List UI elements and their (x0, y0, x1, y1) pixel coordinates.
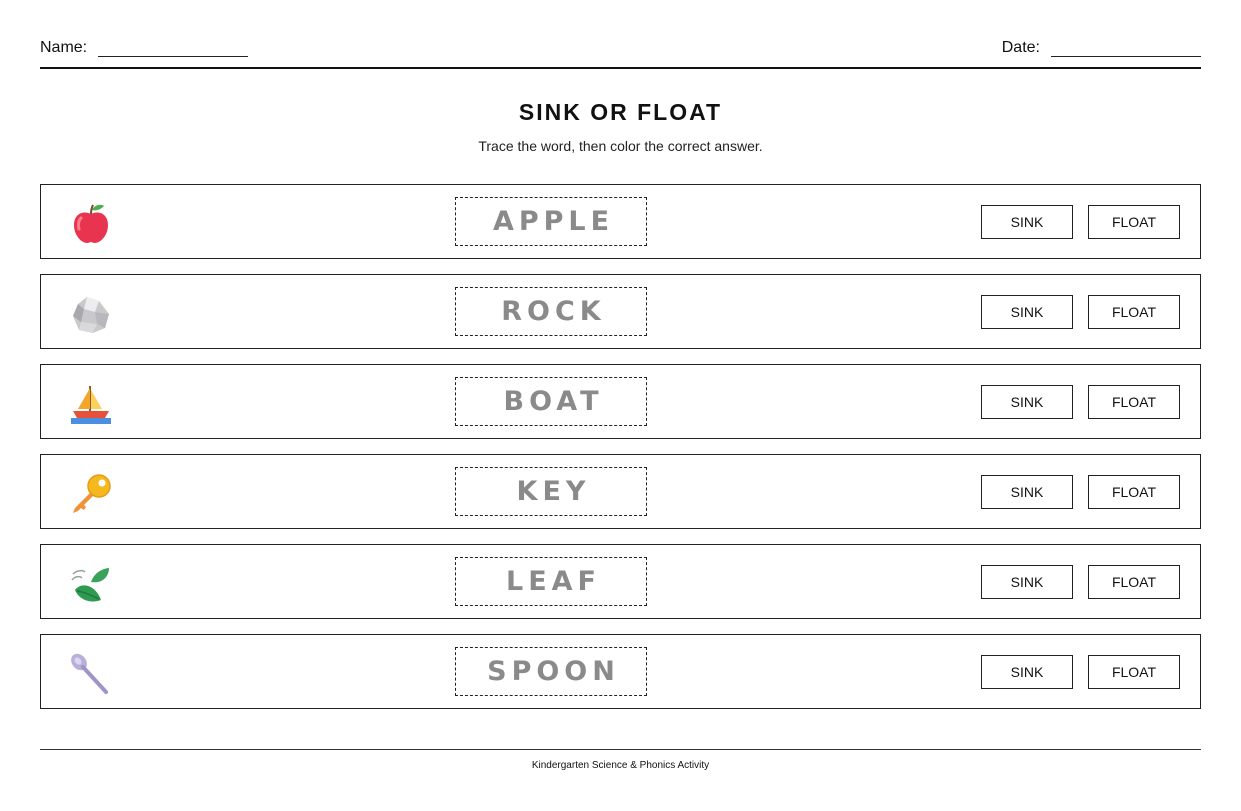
activity-row (40, 274, 1201, 349)
sink-option[interactable]: SINK (981, 565, 1073, 599)
trace-word: SPOON (455, 647, 647, 696)
sink-option[interactable]: SINK (981, 475, 1073, 509)
footer-divider (40, 749, 1201, 750)
page-title: SINK OR FLOAT (518, 99, 723, 125)
trace-word: LEAF (455, 557, 647, 606)
float-option[interactable]: FLOAT (1088, 295, 1180, 329)
sink-option[interactable]: SINK (981, 385, 1073, 419)
trace-word: ROCK (455, 287, 647, 336)
date-line[interactable] (1051, 42, 1201, 57)
float-option[interactable]: FLOAT (1088, 205, 1180, 239)
apple-icon (69, 202, 113, 246)
footer-text: Kindergarten Science & Phonics Activity (531, 760, 710, 771)
activity-rows (40, 184, 1201, 724)
sailboat-icon (69, 382, 113, 426)
leaf-icon (69, 562, 113, 606)
float-option[interactable]: FLOAT (1088, 385, 1180, 419)
activity-row (40, 544, 1201, 619)
activity-row (40, 634, 1201, 709)
name-line[interactable] (98, 42, 248, 57)
key-icon (69, 472, 113, 516)
spoon-icon (69, 652, 113, 696)
activity-row (40, 364, 1201, 439)
trace-word: KEY (455, 467, 647, 516)
activity-row (40, 184, 1201, 259)
instructions: Trace the word, then color the correct answer. (478, 138, 763, 154)
activity-row (40, 454, 1201, 529)
float-option[interactable]: FLOAT (1088, 565, 1180, 599)
date-field[interactable] (1002, 39, 1201, 57)
float-option[interactable]: FLOAT (1088, 475, 1180, 509)
rock-icon (69, 292, 113, 336)
sink-option[interactable]: SINK (981, 205, 1073, 239)
trace-word: BOAT (455, 377, 647, 426)
worksheet-header (40, 0, 1201, 69)
sink-option[interactable]: SINK (981, 295, 1073, 329)
sink-option[interactable]: SINK (981, 655, 1073, 689)
date-label: Date: (1001, 39, 1040, 56)
float-option[interactable]: FLOAT (1088, 655, 1180, 689)
name-field[interactable] (40, 39, 248, 57)
trace-word: APPLE (455, 197, 647, 246)
name-label: Name: (40, 39, 88, 56)
